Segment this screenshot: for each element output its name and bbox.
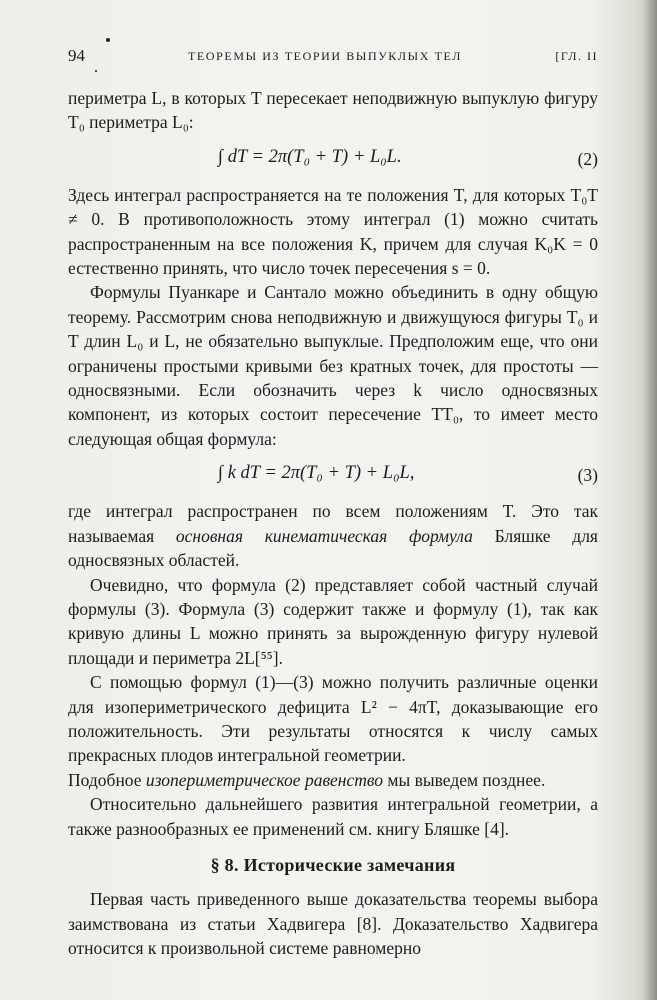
formula-2 [68, 137, 598, 183]
emphasized-term: основная кинематическая формула [175, 525, 473, 546]
ink-speck [95, 70, 97, 72]
chapter-reference: [ГЛ. II [555, 49, 598, 63]
paragraph [68, 768, 598, 792]
formula-number: (2) [577, 148, 598, 169]
paragraph: Очевидно, что формула (2) представляет собой частный случай формулы (3). Формула (3) содержит также и формулу (1), так как кривую длины L можно принять за вырожденную фигуру нулевой площади и периметра 2L[⁵⁵]. [68, 574, 598, 668]
paragraph-text: Бляшке для односвязных областей. [68, 525, 598, 571]
section-heading: § 8. Исторические замечания [210, 854, 456, 875]
paragraph-text: Подобное [68, 769, 146, 790]
paragraph: Относительно дальнейшего развития интегральной геометрии, а также разнообразных ее применений см. книгу Бляшке [4]. [68, 794, 598, 839]
formula-expression: ∫ dT = 2π(T₀ + T) + L₀L. [218, 146, 402, 167]
paragraph: Здесь интеграл распространяется на те положения T, для которых T₀T ≠ 0. В противоположность этому интеграл (1) можно считать распространенным на все положения K, причем для случая K₀K = 0 естественно принять, что число точек пересечения s = 0. [68, 184, 598, 279]
paragraph: С помощью формул (1)—(3) можно получить различные оценки для изопериметрического дефицита L² − 4πT, доказывающие его положительность. Эти результаты относятся к числу самых прекрасных плодов интегральной геометрии. [68, 672, 598, 766]
page-number: 94 [68, 46, 85, 65]
paragraph [68, 499, 598, 572]
paragraph: Первая часть приведенного выше доказательства теоремы выбора заимствована из статьи Хадвигера [8]. Доказательство Хадвигера относится к произвольной системе равномерно [68, 889, 598, 959]
paragraph: Формулы Пуанкаре и Сантало можно объединить в одну общую теорему. Рассмотрим снова неподвижную и движущуюся фигуры T₀ и T длин L₀ и L, не обязательно выпуклые. Предположим еще, что они ограничены простыми кривыми без кратных точек, для простоты — односвязными. Если обозначить через k число односвязных компонент, из которых состоит пересечение TT₀, то имеет место следующая общая формула: [68, 282, 598, 449]
paragraph-text: где интеграл распространен по всем положениям T. Это так называемая [68, 501, 598, 546]
paragraph: периметра L, в которых T пересекает неподвижную выпуклую фигуру T₀ периметра L₀: [68, 88, 598, 133]
running-header [68, 46, 598, 68]
emphasized-term: изопериметрическое равенство [145, 769, 384, 790]
formula-expression: ∫ k dT = 2π(T₀ + T) + L₀L, [218, 463, 415, 484]
ink-speck [106, 38, 110, 42]
paragraph-text: мы выведем позднее. [383, 769, 546, 790]
formula-3 [68, 453, 598, 499]
page-edge-shadow [643, 0, 657, 1000]
running-title: ТЕОРЕМЫ ИЗ ТЕОРИИ ВЫПУКЛЫХ ТЕЛ [188, 49, 463, 63]
formula-number: (3) [577, 465, 598, 486]
page-body [68, 86, 598, 961]
